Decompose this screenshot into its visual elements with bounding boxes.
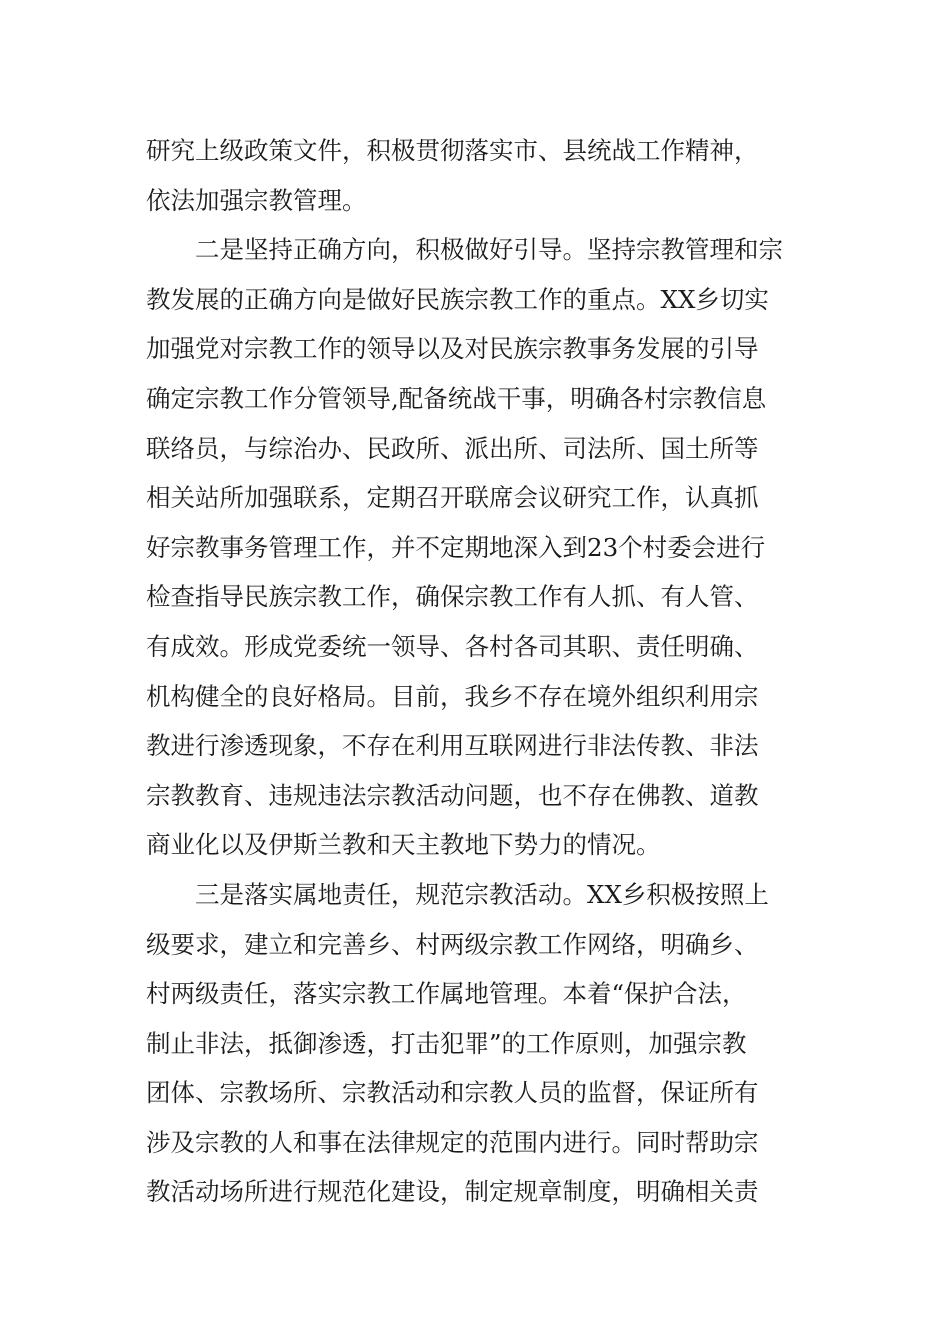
text-line: 联络员，与综治办、民政所、派出所、司法所、国土所等 bbox=[146, 433, 759, 463]
text-line: 加强党对宗教工作的领导以及对民族宗教事务发展的引导 bbox=[146, 334, 759, 364]
body-text bbox=[146, 126, 816, 1217]
text-line: 宗教教育、违规违法宗教活动问题，也不存在佛教、道教 bbox=[146, 780, 759, 810]
text-line: 研究上级政策文件，积极贯彻落实市、县统战工作精神， bbox=[146, 136, 759, 165]
text-line: 机构健全的良好格局。目前，我乡不存在境外组织利用宗 bbox=[146, 681, 759, 711]
text-line: 团体、宗教场所、宗教活动和宗教人员的监督，保证所有 bbox=[146, 1078, 759, 1108]
text-line: 有成效。形成党委统一领导、各村各司其职、责任明确、 bbox=[146, 631, 759, 661]
text-line: 相关站所加强联系，定期召开联席会议研究工作，认真抓 bbox=[146, 483, 759, 513]
text-line: 好宗教事务管理工作，并不定期地深入到23个村委会进行 bbox=[146, 532, 766, 562]
text-line: 三是落实属地责任，规范宗教活动。XX乡积极按照上 bbox=[146, 879, 769, 909]
text-line: 检查指导民族宗教工作，确保宗教工作有人抓、有人管、 bbox=[146, 582, 759, 612]
text-line: 二是坚持正确方向，积极做好引导。坚持宗教管理和宗 bbox=[146, 235, 783, 265]
text-line: 商业化以及伊斯兰教和天主教地下势力的情况。 bbox=[146, 830, 661, 860]
text-line: 涉及宗教的人和事在法律规定的范围内进行。同时帮助宗 bbox=[146, 1127, 759, 1157]
text-line: 教活动场所进行规范化建设，制定规章制度，明确相关责 bbox=[146, 1177, 759, 1207]
text-line: 确定宗教工作分管领导,配备统战干事，明确各村宗教信息 bbox=[146, 383, 767, 413]
text-line: 级要求，建立和完善乡、村两级宗教工作网络，明确乡、 bbox=[146, 929, 759, 959]
text-line: 教发展的正确方向是做好民族宗教工作的重点。XX乡切实 bbox=[146, 284, 769, 314]
text-line: 村两级责任，落实宗教工作属地管理。本着“保护合法， bbox=[146, 979, 747, 1009]
text-line: 教进行渗透现象，不存在利用互联网进行非法传教、非法 bbox=[146, 731, 759, 761]
text-line: 依法加强宗教管理。 bbox=[146, 185, 367, 215]
text-line: 制止非法，抵御渗透，打击犯罪”的工作原则，加强宗教 bbox=[146, 1028, 747, 1058]
